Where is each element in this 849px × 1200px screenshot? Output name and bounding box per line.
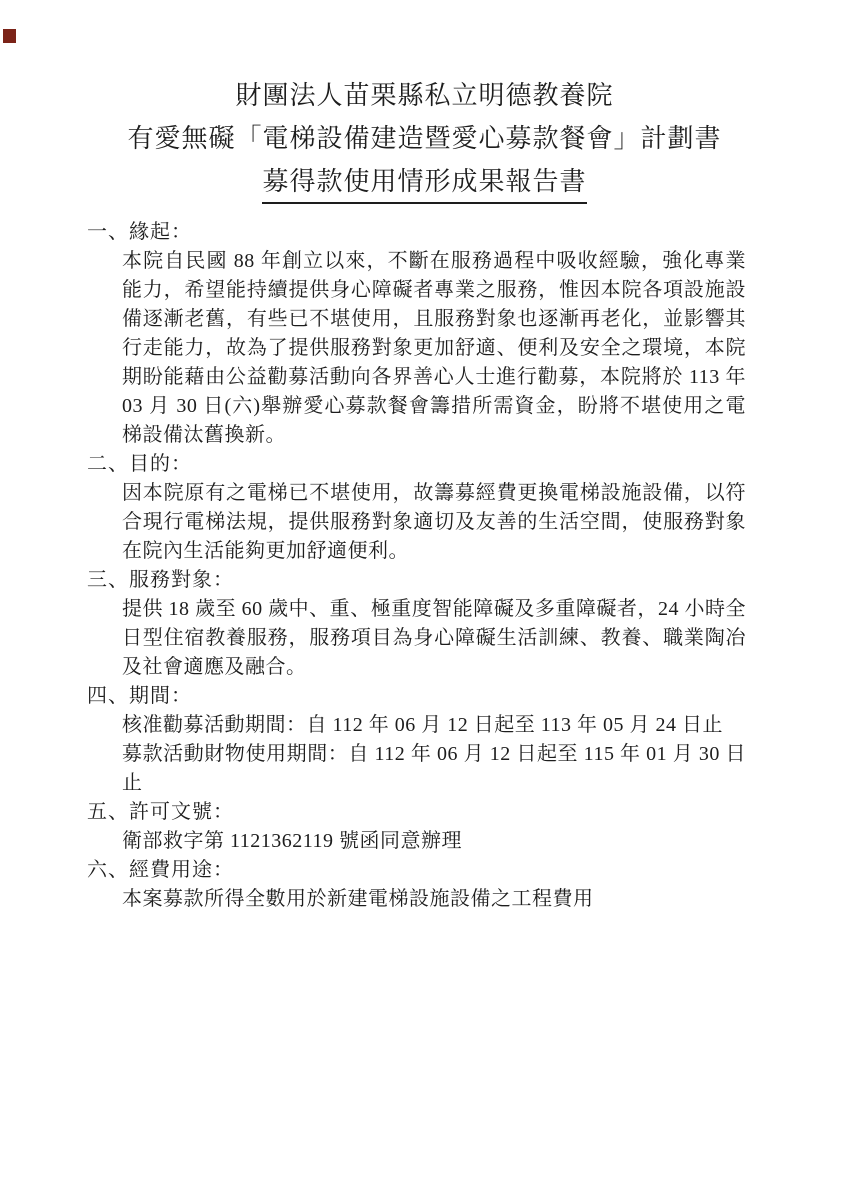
section-purpose (0, 450, 849, 566)
section-period-line-approved: 核准勸募活動期間：自 112 年 06 月 12 日起至 113 年 05 月 24 日止 (122, 714, 724, 736)
section-service-targets-paragraph: 提供 18 歲至 60 歲中、重、極重度智能障礙及多重障礙者，24 小時全日型住宿教養服務，服務項目為身心障礙生活訓練、教養、職業陶冶及社會適應及融合。 (122, 598, 746, 678)
section-fund-usage-paragraph: 本案募款所得全數用於新建電梯設施設備之工程費用 (122, 888, 594, 910)
section-service-targets (0, 566, 849, 682)
section-purpose-paragraph: 因本院原有之電梯已不堪使用，故籌募經費更換電梯設施設備，以符合現行電梯法規，提供服務對象適切及友善的生活空間，使服務對象在院內生活能夠更加舒適便利。 (122, 482, 746, 562)
scan-artifact-mark (3, 29, 16, 43)
report-title-line (0, 160, 849, 204)
section-period-heading: 四、期間： (87, 685, 192, 707)
document-header (0, 0, 849, 204)
section-origin-paragraph: 本院自民國 88 年創立以來，不斷在服務過程中吸收經驗，強化專業能力，希望能持續提供身心障礙者專業之服務，惟因本院各項設施設備逐漸老舊，有些已不堪使用，且服務對象也逐漸再老化，並影響其行走能力，故為了提供服務對象更加舒適、便利及安全之環境，本院期盼能藉由公益勸募活動向各界善心人士進行勸募，本院將於 113 年 03 月 30 日(六)舉辦愛心募款餐會籌措所需資金，盼將不堪使用之電梯設備汰舊換新。 (122, 250, 746, 446)
section-fund-usage-heading: 六、經費用途： (87, 859, 234, 881)
section-permit-number-paragraph: 衛部救字第 1121362119 號函同意辦理 (122, 830, 463, 852)
section-permit-number-heading: 五、許可文號： (87, 801, 234, 823)
section-permit-number (0, 798, 849, 856)
organization-title: 財團法人苗栗縣私立明德教養院 (235, 81, 614, 110)
plan-title: 有愛無礙「電梯設備建造暨愛心募款餐會」計劃書 (127, 124, 722, 153)
section-fund-usage (0, 856, 849, 914)
section-origin (0, 218, 849, 450)
section-period (0, 682, 849, 798)
section-service-targets-heading: 三、服務對象： (87, 569, 234, 591)
section-purpose-heading: 二、目的： (87, 453, 192, 475)
section-period-line-usage: 募款活動財物使用期間：自 112 年 06 月 12 日起至 115 年 01 月 30 日止 (122, 743, 746, 794)
document-body (0, 218, 849, 914)
report-title: 募得款使用情形成果報告書 (262, 163, 586, 204)
section-origin-heading: 一、緣起： (87, 221, 192, 243)
